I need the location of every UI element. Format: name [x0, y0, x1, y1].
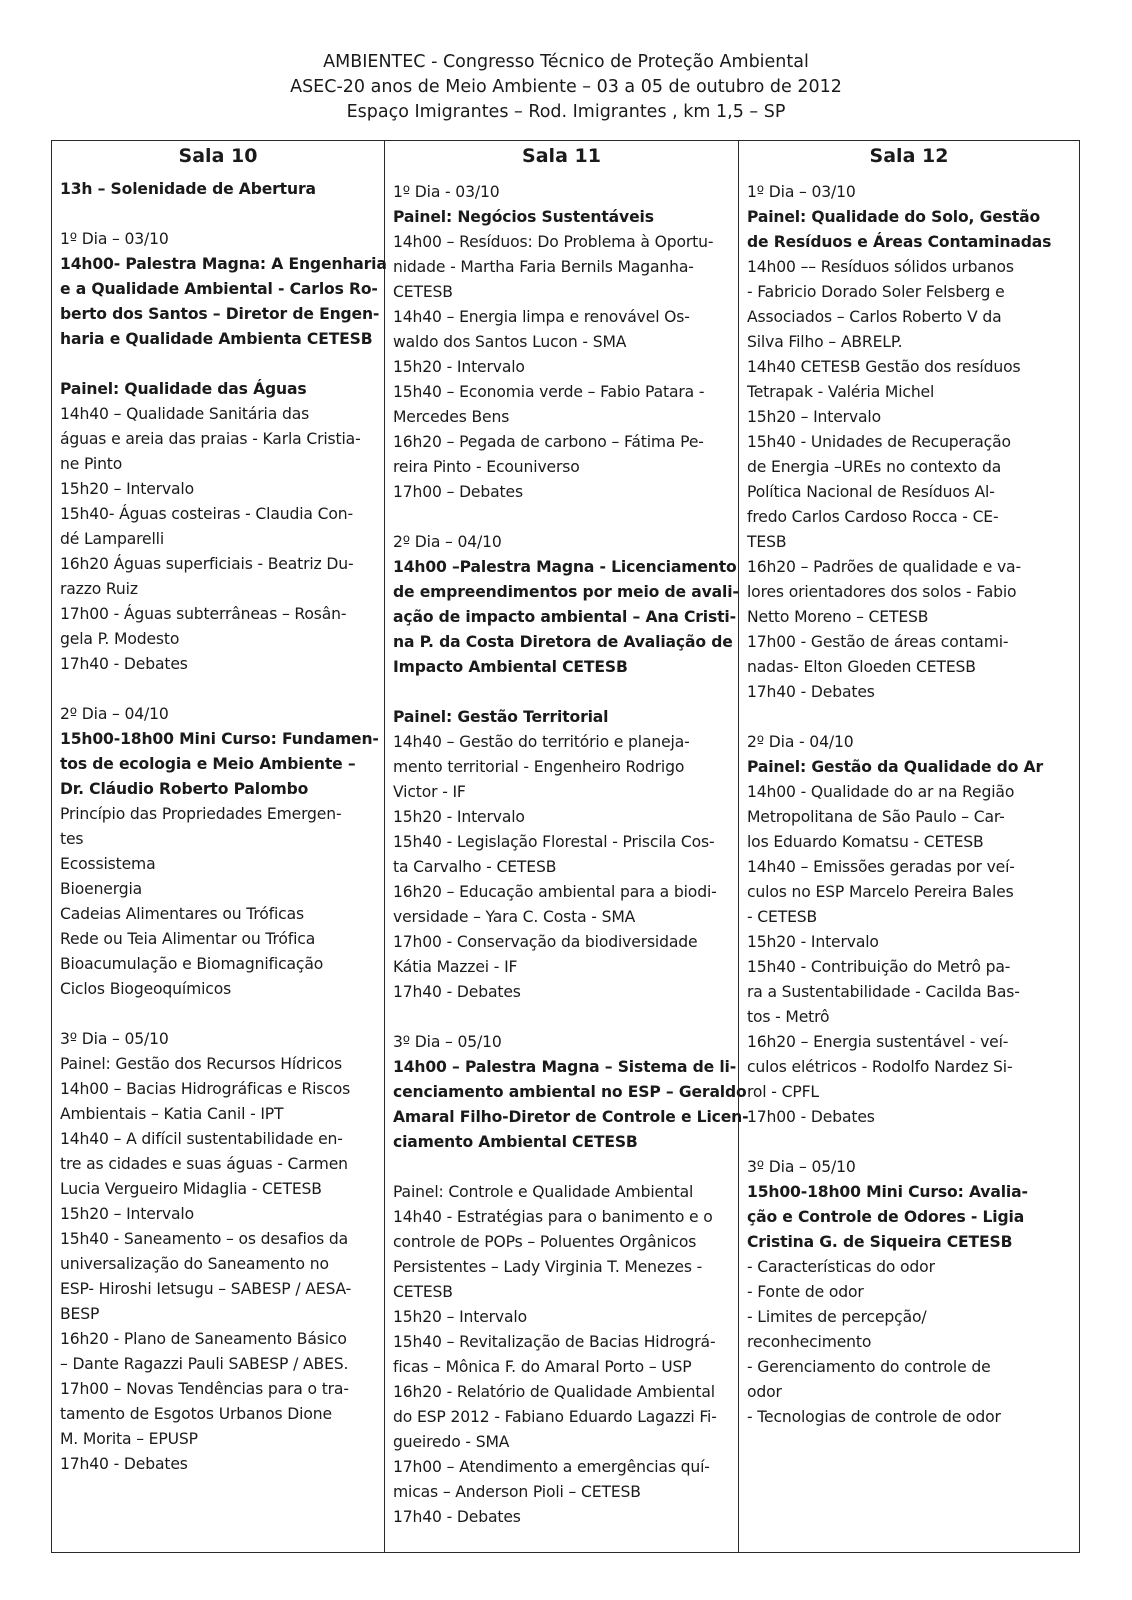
schedule-line: Ecossistema	[60, 855, 156, 873]
schedule-line: los Eduardo Komatsu - CETESB	[747, 833, 984, 851]
schedule-line: Victor - IF	[393, 783, 466, 801]
schedule-line: Bioacumulação e Biomagnificação	[60, 955, 324, 973]
schedule-line: 1º Dia - 03/10	[393, 183, 500, 201]
schedule-line: waldo dos Santos Lucon - SMA	[393, 333, 627, 351]
schedule-line: CETESB	[393, 283, 453, 301]
schedule-line: - Fonte de odor	[747, 1283, 864, 1301]
schedule-line: reira Pinto - Ecouniverso	[393, 458, 580, 476]
schedule-line: Impacto Ambiental CETESB	[393, 658, 628, 676]
schedule-line: M. Morita – EPUSP	[60, 1430, 198, 1448]
schedule-line: ciamento Ambiental CETESB	[393, 1133, 638, 1151]
column-header-sala-11: Sala 11	[385, 141, 739, 172]
schedule-line: do ESP 2012 - Fabiano Eduardo Lagazzi Fi-	[393, 1408, 717, 1426]
schedule-line: 15h00-18h00 Mini Curso: Fundamen-	[60, 730, 379, 748]
schedule-line: controle de POPs – Poluentes Orgânicos	[393, 1233, 697, 1251]
schedule-line: 16h20 – Padrões de qualidade e va-	[747, 558, 1021, 576]
schedule-line: mento territorial - Engenheiro Rodrigo	[393, 758, 685, 776]
schedule-line: 15h20 – Intervalo	[60, 1205, 194, 1223]
schedule-line: ne Pinto	[60, 455, 123, 473]
schedule-line: Rede ou Teia Alimentar ou Trófica	[60, 930, 316, 948]
schedule-line: Painel: Qualidade das Águas	[60, 380, 307, 398]
schedule-line: 17h40 - Debates	[393, 983, 521, 1001]
schedule-line: Cadeias Alimentares ou Tróficas	[60, 905, 304, 923]
schedule-line: Metropolitana de São Paulo – Car-	[747, 808, 1005, 826]
schedule-line: odor	[747, 1383, 782, 1401]
schedule-line: 15h20 - Intervalo	[747, 933, 879, 951]
schedule-line: Ciclos Biogeoquímicos	[60, 980, 232, 998]
schedule-line: ficas – Mônica F. do Amaral Porto – USP	[393, 1358, 692, 1376]
schedule-line: 15h40 - Contribuição do Metrô pa-	[747, 958, 1011, 976]
schedule-line: 1º Dia – 03/10	[747, 183, 856, 201]
schedule-line: Bioenergia	[60, 880, 143, 898]
schedule-line: nidade - Martha Faria Bernils Maganha-	[393, 258, 694, 276]
schedule-line: gueiredo - SMA	[393, 1433, 510, 1451]
schedule-line: universalização do Saneamento no	[60, 1255, 329, 1273]
schedule-line: micas – Anderson Pioli – CETESB	[393, 1483, 641, 1501]
schedule-line: 13h – Solenidade de Abertura	[60, 180, 316, 198]
schedule-line: 14h40 - Estratégias para o banimento e o	[393, 1208, 713, 1226]
schedule-line: 16h20 Águas superficiais - Beatriz Du-	[60, 555, 354, 573]
schedule-line: 15h40- Águas costeiras - Claudia Con-	[60, 505, 353, 523]
schedule-line: ta Carvalho - CETESB	[393, 858, 557, 876]
schedule-line: 17h00 – Debates	[393, 483, 523, 501]
schedule-line: 2º Dia - 04/10	[747, 733, 854, 751]
schedule-line: de Energia –UREs no contexto da	[747, 458, 1002, 476]
schedule-line: 14h00 –Palestra Magna - Licenciamento	[393, 558, 737, 576]
schedule-line: e a Qualidade Ambiental - Carlos Ro-	[60, 280, 378, 298]
schedule-line: fredo Carlos Cardoso Rocca - CE-	[747, 508, 999, 526]
schedule-line: cenciamento ambiental no ESP – Geraldo	[393, 1083, 747, 1101]
schedule-line: TESB	[747, 533, 787, 551]
schedule-line: tos de ecologia e Meio Ambiente –	[60, 755, 356, 773]
schedule-line: Mercedes Bens	[393, 408, 510, 426]
schedule-line: culos no ESP Marcelo Pereira Bales	[747, 883, 1014, 901]
schedule-line: 14h00 – Resíduos: Do Problema à Oportu-	[393, 233, 714, 251]
schedule-line: 14h00 – Bacias Hidrográficas e Riscos	[60, 1080, 351, 1098]
schedule-line: 3º Dia – 05/10	[60, 1030, 169, 1048]
schedule-line: 14h40 – Gestão do território e planeja-	[393, 733, 690, 751]
schedule-line: ESP- Hiroshi Ietsugu – SABESP / AESA-	[60, 1280, 352, 1298]
schedule-line: - Fabricio Dorado Soler Felsberg e	[747, 283, 1005, 301]
schedule-line: na P. da Costa Diretora de Avaliação de	[393, 633, 733, 651]
schedule-column-sala-10	[52, 171, 387, 1477]
line-spacer	[60, 1002, 376, 1027]
line-spacer	[393, 1155, 730, 1180]
schedule-line: berto dos Santos – Diretor de Engen-	[60, 305, 380, 323]
schedule-line: ra a Sustentabilidade - Cacilda Bas-	[747, 983, 1020, 1001]
schedule-line: Persistentes – Lady Virginia T. Menezes -	[393, 1258, 703, 1276]
schedule-line: 14h40 – A difícil sustentabilidade en-	[60, 1130, 343, 1148]
schedule-line: Dr. Cláudio Roberto Palombo	[60, 780, 309, 798]
schedule-line: 17h00 - Águas subterrâneas – Rosân-	[60, 605, 347, 623]
document-header	[0, 50, 1132, 125]
schedule-line: tos - Metrô	[747, 1008, 830, 1026]
schedule-line: Netto Moreno – CETESB	[747, 608, 929, 626]
schedule-line: 14h00 –– Resíduos sólidos urbanos	[747, 258, 1014, 276]
schedule-line: 16h20 – Energia sustentável - veí-	[747, 1033, 1009, 1051]
schedule-line: Kátia Mazzei - IF	[393, 958, 518, 976]
schedule-line: dé Lamparelli	[60, 530, 165, 548]
schedule-line: tamento de Esgotos Urbanos Dione	[60, 1405, 332, 1423]
schedule-line: 16h20 - Relatório de Qualidade Ambiental	[393, 1383, 715, 1401]
schedule-line: 17h40 - Debates	[60, 1455, 188, 1473]
schedule-line: 1º Dia – 03/10	[60, 230, 169, 248]
schedule-line: lores orientadores dos solos - Fabio	[747, 583, 1017, 601]
schedule-table	[51, 140, 1080, 1553]
event-subtitle: ASEC-20 anos de Meio Ambiente – 03 a 05 de outubro de 2012	[290, 77, 842, 97]
schedule-line: 14h40 – Qualidade Sanitária das	[60, 405, 310, 423]
schedule-line: Princípio das Propriedades Emergen-	[60, 805, 342, 823]
schedule-line: - Limites de percepção/	[747, 1308, 927, 1326]
schedule-line: Painel: Gestão da Qualidade do Ar	[747, 758, 1043, 776]
schedule-line: Lucia Vergueiro Midaglia - CETESB	[60, 1180, 322, 1198]
schedule-line: Silva Filho – ABRELP.	[747, 333, 903, 351]
schedule-line: rol - CPFL	[747, 1083, 819, 1101]
schedule-line: gela P. Modesto	[60, 630, 180, 648]
schedule-line: reconhecimento	[747, 1333, 872, 1351]
schedule-line: 15h20 – Intervalo	[60, 480, 194, 498]
schedule-line: 14h40 – Energia limpa e renovável Os-	[393, 308, 690, 326]
schedule-line: Amaral Filho-Diretor de Controle e Licen-	[393, 1108, 749, 1126]
event-location: Espaço Imigrantes – Rod. Imigrantes , km 1,5 – SP	[346, 102, 786, 122]
column-header-sala-10: Sala 10	[52, 141, 385, 172]
schedule-line: 15h20 – Intervalo	[393, 1308, 527, 1326]
schedule-line: razzo Ruiz	[60, 580, 138, 598]
schedule-line: ação de impacto ambiental – Ana Cristi-	[393, 608, 736, 626]
schedule-column-sala-11	[385, 171, 749, 1530]
schedule-line: ção e Controle de Odores - Ligia	[747, 1208, 1025, 1226]
schedule-line: Painel: Gestão dos Recursos Hídricos	[60, 1055, 342, 1073]
schedule-line: 15h40 – Revitalização de Bacias Hidrográ-	[393, 1333, 716, 1351]
event-title: AMBIENTEC - Congresso Técnico de Proteção Ambiental	[323, 52, 809, 72]
schedule-line: haria e Qualidade Ambienta CETESB	[60, 330, 373, 348]
schedule-line: CETESB	[393, 1283, 453, 1301]
schedule-line: 17h00 – Novas Tendências para o tra-	[60, 1380, 349, 1398]
schedule-line: águas e areia das praias - Karla Cristia-	[60, 430, 361, 448]
schedule-line: versidade – Yara C. Costa - SMA	[393, 908, 636, 926]
schedule-line: 15h40 - Unidades de Recuperação	[747, 433, 1011, 451]
schedule-line: 2º Dia – 04/10	[393, 533, 502, 551]
schedule-line: - Tecnologias de controle de odor	[747, 1408, 1001, 1426]
schedule-line: Política Nacional de Resíduos Al-	[747, 483, 995, 501]
schedule-line: 3º Dia – 05/10	[747, 1158, 856, 1176]
column-header-sala-12: Sala 12	[739, 141, 1080, 172]
schedule-line: Painel: Negócios Sustentáveis	[393, 208, 654, 226]
schedule-line: 15h40 – Economia verde – Fabio Patara -	[393, 383, 705, 401]
schedule-line: Painel: Qualidade do Solo, Gestão	[747, 208, 1041, 226]
schedule-line: tre as cidades e suas águas - Carmen	[60, 1155, 348, 1173]
schedule-line: 3º Dia – 05/10	[393, 1033, 502, 1051]
schedule-line: 16h20 - Plano de Saneamento Básico	[60, 1330, 347, 1348]
schedule-line: - CETESB	[747, 908, 818, 926]
schedule-line: 14h40 – Emissões geradas por veí-	[747, 858, 1015, 876]
schedule-line: – Dante Ragazzi Pauli SABESP / ABES.	[60, 1355, 349, 1373]
schedule-column-sala-12	[739, 171, 1079, 1430]
line-spacer	[60, 352, 376, 377]
schedule-line: 14h00 - Qualidade do ar na Região	[747, 783, 1015, 801]
schedule-line: 17h00 - Gestão de áreas contami-	[747, 633, 1009, 651]
schedule-line: nadas- Elton Gloeden CETESB	[747, 658, 976, 676]
line-spacer	[60, 677, 376, 702]
schedule-line: de empreendimentos por meio de avali-	[393, 583, 739, 601]
schedule-line: 2º Dia – 04/10	[60, 705, 169, 723]
schedule-line: 15h40 - Legislação Florestal - Priscila Cos-	[393, 833, 715, 851]
schedule-line: 15h00-18h00 Mini Curso: Avalia-	[747, 1183, 1028, 1201]
schedule-line: Painel: Controle e Qualidade Ambiental	[393, 1183, 694, 1201]
schedule-line: - Características do odor	[747, 1258, 935, 1276]
schedule-line: tes	[60, 830, 84, 848]
line-spacer	[393, 505, 730, 530]
schedule-line: Painel: Gestão Territorial	[393, 708, 609, 726]
schedule-line: Ambientais – Katia Canil - IPT	[60, 1105, 284, 1123]
schedule-line: 15h40 - Saneamento – os desafios da	[60, 1230, 349, 1248]
schedule-line: 16h20 – Pegada de carbono – Fátima Pe-	[393, 433, 704, 451]
schedule-line: 14h00- Palestra Magna: A Engenharia	[60, 255, 387, 273]
schedule-line: - Gerenciamento do controle de	[747, 1358, 991, 1376]
schedule-line: 17h00 – Atendimento a emergências quí-	[393, 1458, 710, 1476]
line-spacer	[60, 202, 376, 227]
schedule-line: BESP	[60, 1305, 100, 1323]
schedule-line: 14h00 – Palestra Magna – Sistema de li-	[393, 1058, 737, 1076]
schedule-line: 17h00 - Conservação da biodiversidade	[393, 933, 698, 951]
line-spacer	[747, 1130, 1071, 1155]
schedule-line: 15h20 - Intervalo	[393, 358, 525, 376]
schedule-line: Tetrapak - Valéria Michel	[747, 383, 935, 401]
schedule-line: 14h40 CETESB Gestão dos resíduos	[747, 358, 1021, 376]
line-spacer	[393, 680, 730, 705]
schedule-line: culos elétricos - Rodolfo Nardez Si-	[747, 1058, 1013, 1076]
schedule-line: Cristina G. de Siqueira CETESB	[747, 1233, 1013, 1251]
schedule-line: 15h20 – Intervalo	[747, 408, 881, 426]
schedule-line: 16h20 – Educação ambiental para a biodi-	[393, 883, 717, 901]
line-spacer	[393, 1005, 730, 1030]
schedule-line: 17h40 - Debates	[393, 1508, 521, 1526]
schedule-line: 17h40 - Debates	[747, 683, 875, 701]
schedule-line: 17h00 - Debates	[747, 1108, 875, 1126]
line-spacer	[747, 705, 1071, 730]
schedule-line: 17h40 - Debates	[60, 655, 188, 673]
schedule-line: 15h20 - Intervalo	[393, 808, 525, 826]
schedule-line: de Resíduos e Áreas Contaminadas	[747, 233, 1052, 251]
schedule-line: Associados – Carlos Roberto V da	[747, 308, 1002, 326]
